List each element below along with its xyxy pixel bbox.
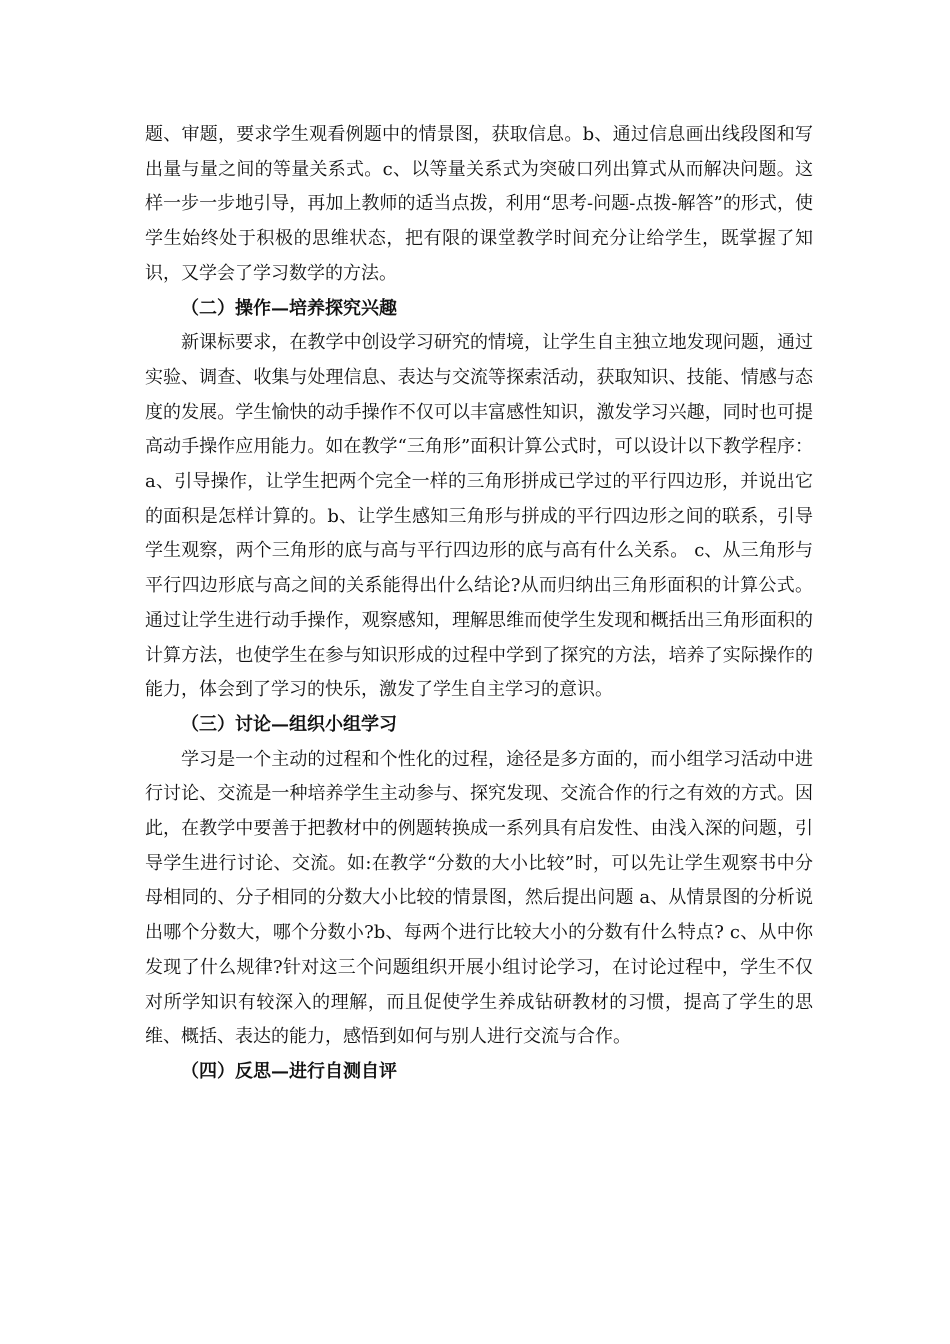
document-body xyxy=(145,118,813,1090)
section-heading-discussion: （三）讨论—组织小组学习 xyxy=(181,713,397,735)
intro-paragraph: 题、审题，要求学生观看例题中的情景图，获取信息。b、通过信息画出线段图和写出量与量之间的等量关系式。c、以等量关系式为突破口列出算式从而解决问题。这样一步一步地引导，再加上教师的适当点拨，利用“思考-问题-点拨-解答”的形式，使学生始终处于积极的思维状态，把有限的课堂教学时间充分让给学生，既掌握了知识，又学会了学习数学的方法。 xyxy=(145,124,813,284)
section-heading-reflection: （四）反思—进行自测自评 xyxy=(181,1060,397,1082)
section-heading-operation: （二）操作—培养探究兴趣 xyxy=(181,297,397,319)
section-body-discussion: 学习是一个主动的过程和个性化的过程，途径是多方面的，而小组学习活动中进行讨论、交流是一种培养学生主动参与、探究发现、交流合作的行之有效的方式。因此，在教学中要善于把教材中的例题转换成一系列具有启发性、由浅入深的问题，引导学生进行讨论、交流。如:在教学“分数的大小比较”时，可以先让学生观察书中分母相同的、分子相同的分数大小比较的情景图，然后提出问题 a、从情景图的分析说出哪个分数大，哪个分数小?b、每两个进行比较大小的分数有什么特点? c、从中你发现了什么规律?针对这三个问题组织开展小组讨论学习，在讨论过程中，学生不仅对所学知识有较深入的理解，而且促使学生养成钻研教材的习惯，提高了学生的思维、概括、表达的能力，感悟到如何与别人进行交流与合作。 xyxy=(145,748,813,1048)
section-body-operation: 新课标要求，在教学中创设学习研究的情境，让学生自主独立地发现问题，通过实验、调查、收集与处理信息、表达与交流等探索活动，获取知识、技能、情感与态度的发展。学生愉快的动手操作不仅可以丰富感性知识，激发学习兴趣，同时也可提高动手操作应用能力。如在教学“三角形”面积计算公式时，可以设计以下教学程序：a、引导操作，让学生把两个完全一样的三角形拼成已学过的平行四边形，并说出它的面积是怎样计算的。b、让学生感知三角形与拼成的平行四边形之间的联系，引导学生观察，两个三角形的底与高与平行四边形的底与高有什么关系。 c、从三角形与平行四边形底与高之间的关系能得出什么结论?从而归纳出三角形面积的计算公式。通过让学生进行动手操作，观察感知，理解思维而使学生发现和概括出三角形面积的计算方法，也使学生在参与知识形成的过程中学到了探究的方法，培养了实际操作的能力，体会到了学习的快乐，激发了学生自主学习的意识。 xyxy=(145,332,813,701)
